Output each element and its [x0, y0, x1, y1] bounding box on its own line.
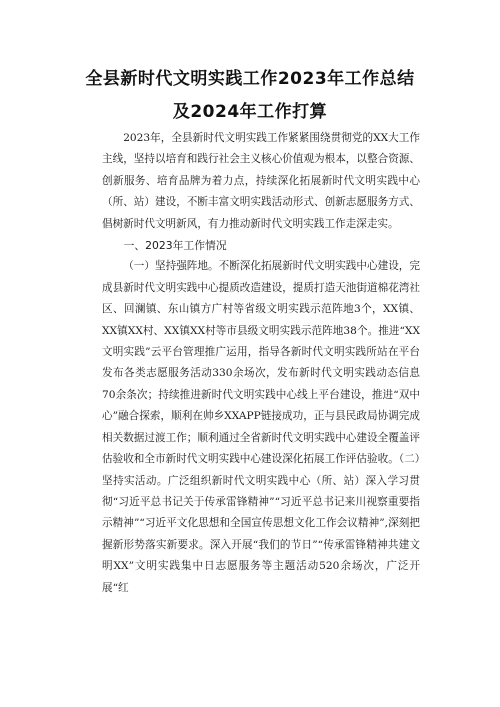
document-title-line-2: 及2024年工作打算 [172, 102, 328, 122]
section-1-paragraph: （一）坚持强阵地。不断深化拓展新时代文明实践中心建设，完成县新时代文明实践中心提质改造建设，提质打造天池街道棉花湾社区、回澜镇、东山镇方广村等省级文明实践示范阵地3个，XX镇、XX镇XX村、XX镇XX村等市县级文明实践示范阵地38个。推进“XX文明实践”云平台管理推广运用，指导各新时代文明实践所站在平台发布各类志愿服务活动330余场次，发布新时代文明实践动态信息70余条次；持续推进新时代文明实践中心线上平台建设，推进“双中心”融合探索，顺利在帅乡XXAPP链接成功，正与县民政局协调完成相关数据过渡工作；顺利通过全省新时代文明实践中心建设全覆盖评估验收和全市新时代文明实践中心建设深化拓展工作评估验收。（二）坚持实活动。广泛组织新时代文明实践中心（所、站）深入学习贯彻“习近平总书记关于传承雷锋精神”“习近平总书记来川视察重要指示精神”“习近平文化思想和全国宣传思想文化工作会议精神”,深刻把握新形势落实新要求。深入开展“我们的节日”“传承雷锋精神共建文明XX”文明实践集中日志愿服务等主题活动520余场次，广泛开展“红 [102, 260, 420, 594]
document-title-line-1: 全县新时代文明实践工作2023年工作总结 [85, 69, 415, 89]
document-body [102, 128, 420, 599]
section-1-heading: 一、2023年工作情况 [123, 239, 227, 253]
intro-paragraph: 2023年，全县新时代文明实践工作紧紧围绕贯彻党的XX大工作主线，坚持以培育和践行社会主义核心价值观为根本，以整合资源、创新服务、培育品牌为着力点，持续深化拓展新时代文明实践中心（所、站）建设，不断丰富文明实践活动形式、创新志愿服务方式、倡树新时代文明新风，有力推动新时代文明实践工作走深走实。 [102, 132, 420, 230]
